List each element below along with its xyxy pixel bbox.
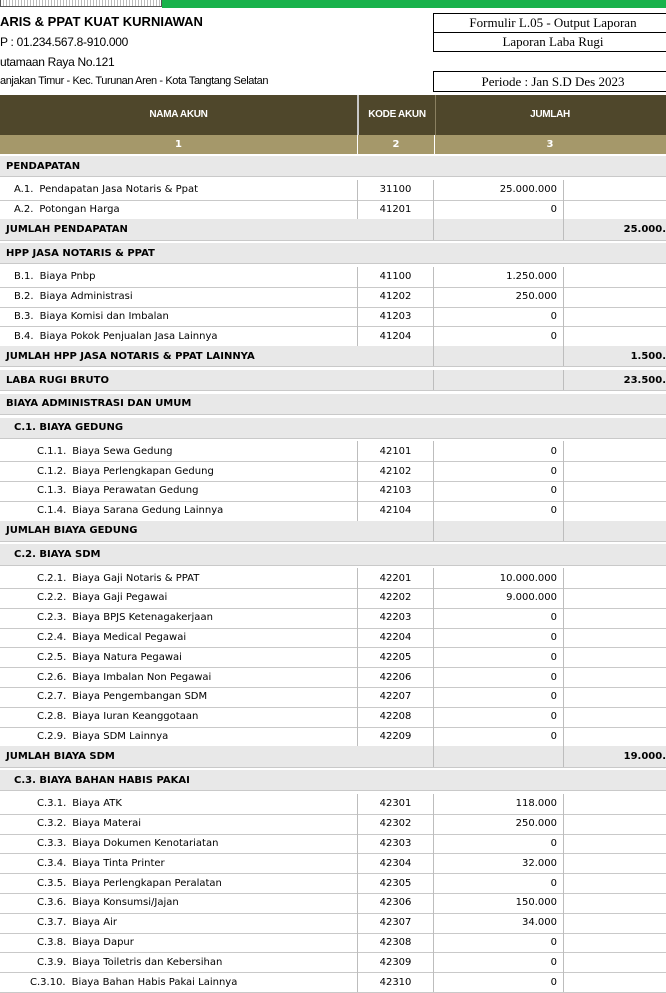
account-name-cell[interactable] <box>0 647 358 667</box>
account-number-label: C.3.2. <box>37 818 67 830</box>
amount-cell[interactable]: 0 <box>434 200 564 220</box>
account-row <box>0 180 666 201</box>
account-code-cell[interactable]: 42306 <box>358 893 434 913</box>
amount-cell[interactable]: 0 <box>434 952 564 972</box>
account-row <box>0 628 666 649</box>
account-name-cell[interactable] <box>0 972 358 992</box>
total-label[interactable]: JUMLAH HPP JASA NOTARIS & PPAT LAINNYA <box>0 346 434 366</box>
col-number-2: 2 <box>357 135 435 154</box>
amount-cell[interactable]: 0 <box>434 667 564 687</box>
account-number-label: C.1.3. <box>37 485 67 497</box>
account-code-cell[interactable]: 42204 <box>358 628 434 648</box>
col-header-account-code[interactable]: KODE AKUN <box>357 95 436 135</box>
account-name-label: Biaya Natura Pegawai <box>72 651 182 663</box>
amount-cell[interactable]: 0 <box>434 647 564 667</box>
total-spacer-cell[interactable] <box>434 521 564 541</box>
account-number-label: C.2.3. <box>37 612 67 624</box>
account-code-cell[interactable]: 42310 <box>358 972 434 992</box>
account-row <box>0 568 666 589</box>
account-name-cell[interactable] <box>0 628 358 648</box>
report-title-box: Laporan Laba Rugi <box>433 32 666 52</box>
account-name-label: Biaya Sarana Gedung Lainnya <box>72 505 224 517</box>
account-row <box>0 647 666 668</box>
account-code-cell[interactable]: 42209 <box>358 727 434 747</box>
account-code-cell[interactable]: 42101 <box>358 441 434 461</box>
account-name-label: Biaya Perawatan Gedung <box>72 485 199 497</box>
account-name-cell[interactable] <box>0 568 358 588</box>
account-number-label: C.2.9. <box>37 730 67 742</box>
account-code-cell[interactable]: 42301 <box>358 794 434 814</box>
account-row <box>0 481 666 502</box>
account-number-label: C.3.9. <box>37 956 67 968</box>
account-number-label: B.2. <box>14 291 34 303</box>
account-number-label: C.3.10. <box>30 976 66 988</box>
account-name-label: Biaya Medical Pegawai <box>72 631 187 643</box>
account-name-cell[interactable] <box>0 727 358 747</box>
account-row <box>0 853 666 874</box>
account-name-cell[interactable] <box>0 441 358 461</box>
account-number-label: C.1.2. <box>37 465 67 477</box>
account-row <box>0 588 666 609</box>
account-number-label: C.2.7. <box>37 691 67 703</box>
account-code-cell[interactable]: 41202 <box>358 287 434 307</box>
total-label[interactable]: JUMLAH PENDAPATAN <box>0 219 434 239</box>
account-number-label: B.4. <box>14 330 34 342</box>
amount-cell[interactable]: 0 <box>434 608 564 628</box>
account-name-cell[interactable] <box>0 667 358 687</box>
account-code-cell[interactable]: 42307 <box>358 913 434 933</box>
account-code-cell[interactable]: 41100 <box>358 267 434 287</box>
account-row <box>0 501 666 522</box>
account-name-label: Biaya Gaji Notaris & PPAT <box>72 572 200 584</box>
account-name-cell[interactable] <box>0 707 358 727</box>
total-spacer-cell[interactable] <box>434 746 564 766</box>
account-name-cell[interactable] <box>0 933 358 953</box>
account-name-cell[interactable] <box>0 287 358 307</box>
account-code-cell[interactable]: 41203 <box>358 307 434 327</box>
account-row <box>0 326 666 347</box>
amount-cell[interactable]: 10.000.000 <box>434 568 564 588</box>
column-number-row <box>0 135 666 154</box>
col-number-1: 1 <box>175 139 182 150</box>
account-code-cell[interactable]: 42208 <box>358 707 434 727</box>
account-name-label: Biaya Dokumen Kenotariatan <box>72 837 219 849</box>
account-code-cell[interactable]: 42205 <box>358 647 434 667</box>
account-name-label: Biaya Bahan Habis Pakai Lainnya <box>71 976 238 988</box>
account-row <box>0 913 666 934</box>
amount-cell[interactable]: 25.000.000 <box>434 180 564 200</box>
total-spacer-cell[interactable] <box>434 370 564 390</box>
account-row <box>0 200 666 221</box>
amount-cell[interactable]: 0 <box>434 628 564 648</box>
account-name-cell[interactable] <box>0 794 358 814</box>
account-row <box>0 608 666 629</box>
address-line-1: utamaan Raya No.121 <box>0 55 115 69</box>
account-code-cell[interactable]: 31100 <box>358 180 434 200</box>
total-spacer-cell[interactable] <box>434 346 564 366</box>
section-header-row <box>0 156 666 177</box>
account-name-label: Biaya Pnbp <box>39 271 96 283</box>
account-name-label: Biaya Pokok Penjualan Jasa Lainnya <box>39 330 218 342</box>
account-name-label: Biaya Komisi dan Imbalan <box>39 310 169 322</box>
account-number-label: C.2.4. <box>37 631 67 643</box>
amount-cell[interactable]: 0 <box>434 727 564 747</box>
account-number-label: C.2.2. <box>37 592 67 604</box>
selected-cell-range[interactable] <box>0 0 162 7</box>
section-header-row <box>0 770 666 791</box>
total-amount[interactable] <box>564 521 666 541</box>
amount-cell[interactable]: 34.000 <box>434 913 564 933</box>
total-amount[interactable]: 19.000. <box>623 751 666 763</box>
account-row <box>0 441 666 462</box>
green-header-band <box>162 0 666 8</box>
col-header-amount[interactable]: JUMLAH <box>530 109 570 120</box>
account-row <box>0 933 666 954</box>
account-row <box>0 267 666 288</box>
section-label[interactable]: HPP JASA NOTARIS & PPAT <box>6 247 155 259</box>
total-spacer-cell[interactable] <box>434 219 564 239</box>
account-code-cell[interactable]: 42305 <box>358 873 434 893</box>
account-name-cell[interactable] <box>0 481 358 501</box>
amount-cell[interactable]: 0 <box>434 326 564 346</box>
account-name-cell[interactable] <box>0 180 358 200</box>
account-number-label: C.2.1. <box>37 572 67 584</box>
amount-cell[interactable]: 0 <box>434 441 564 461</box>
account-name-cell[interactable] <box>0 913 358 933</box>
amount-cell[interactable]: 0 <box>434 307 564 327</box>
account-row <box>0 972 666 993</box>
account-name-cell[interactable] <box>0 952 358 972</box>
account-number-label: A.2. <box>14 203 34 215</box>
total-label[interactable]: JUMLAH BIAYA GEDUNG <box>0 521 434 541</box>
account-row <box>0 707 666 728</box>
total-label[interactable]: JUMLAH BIAYA SDM <box>0 746 434 766</box>
account-number-label: C.3.1. <box>37 798 67 810</box>
account-name-label: Biaya Pengembangan SDM <box>72 691 208 703</box>
total-row <box>0 746 666 767</box>
account-number-label: C.1.1. <box>37 445 67 457</box>
account-name-label: Biaya Dapur <box>72 936 134 948</box>
total-amount[interactable]: 1.500. <box>630 350 666 362</box>
amount-cell[interactable]: 1.250.000 <box>434 267 564 287</box>
firm-name: ARIS & PPAT KUAT KURNIAWAN <box>0 14 203 29</box>
account-row <box>0 794 666 815</box>
section-label[interactable]: C.2. BIAYA SDM <box>14 549 101 561</box>
account-code-cell[interactable]: 42103 <box>358 481 434 501</box>
amount-cell[interactable]: 250.000 <box>434 814 564 834</box>
amount-cell[interactable]: 32.000 <box>434 853 564 873</box>
account-number-label: B.3. <box>14 310 34 322</box>
account-name-cell[interactable] <box>0 326 358 346</box>
account-number-label: C.3.3. <box>37 837 67 849</box>
account-number-label: C.3.6. <box>37 897 67 909</box>
section-label[interactable]: C.1. BIAYA GEDUNG <box>14 422 124 434</box>
account-name-label: Biaya Tinta Printer <box>72 857 165 869</box>
account-name-label: Biaya Sewa Gedung <box>72 445 173 457</box>
amount-cell[interactable]: 0 <box>434 933 564 953</box>
amount-cell[interactable]: 250.000 <box>434 287 564 307</box>
section-label[interactable]: BIAYA ADMINISTRASI DAN UMUM <box>6 398 192 410</box>
account-row <box>0 287 666 308</box>
amount-cell[interactable]: 0 <box>434 501 564 521</box>
top-strip <box>0 0 666 8</box>
account-row <box>0 687 666 708</box>
total-amount[interactable]: 23.500. <box>623 374 666 386</box>
account-code-cell[interactable]: 41201 <box>358 200 434 220</box>
amount-cell[interactable]: 0 <box>434 873 564 893</box>
total-row <box>0 521 666 542</box>
account-number-label: B.1. <box>14 271 34 283</box>
total-row <box>0 346 666 367</box>
account-name-label: Potongan Harga <box>39 203 120 215</box>
account-row <box>0 307 666 328</box>
account-code-cell[interactable]: 42104 <box>358 501 434 521</box>
account-name-label: Biaya Konsumsi/Jajan <box>72 897 179 909</box>
col-number-3: 3 <box>546 139 554 150</box>
account-name-label: Biaya Materai <box>72 818 142 830</box>
account-code-cell[interactable]: 42202 <box>358 588 434 608</box>
section-header-row <box>0 418 666 439</box>
account-name-label: Biaya Perlengkapan Gedung <box>72 465 214 477</box>
section-header-row <box>0 243 666 264</box>
amount-cell[interactable]: 0 <box>434 707 564 727</box>
total-row <box>0 370 666 391</box>
amount-cell[interactable]: 9.000.000 <box>434 588 564 608</box>
account-number-label: C.3.5. <box>37 877 67 889</box>
amount-cell[interactable]: 0 <box>434 481 564 501</box>
account-row <box>0 952 666 973</box>
account-name-cell[interactable] <box>0 893 358 913</box>
account-name-label: Biaya Air <box>72 917 117 929</box>
section-label[interactable]: PENDAPATAN <box>6 160 81 172</box>
account-row <box>0 461 666 482</box>
table-header <box>0 95 666 135</box>
account-name-cell[interactable] <box>0 461 358 481</box>
npwp-line: P : 01.234.567.8-910.000 <box>0 35 129 49</box>
account-code-cell[interactable]: 42304 <box>358 853 434 873</box>
amount-cell[interactable]: 0 <box>434 834 564 854</box>
total-label[interactable]: LABA RUGI BRUTO <box>0 370 434 390</box>
account-name-cell[interactable] <box>0 834 358 854</box>
period-box: Periode : Jan S.D Des 2023 <box>433 71 666 92</box>
account-name-cell[interactable] <box>0 267 358 287</box>
amount-cell[interactable]: 0 <box>434 461 564 481</box>
account-name-label: Biaya BPJS Ketenagakerjaan <box>72 612 213 624</box>
account-number-label: C.3.8. <box>37 936 67 948</box>
account-code-cell[interactable]: 42303 <box>358 834 434 854</box>
account-row <box>0 814 666 835</box>
account-name-label: Biaya Perlengkapan Peralatan <box>72 877 222 889</box>
amount-cell[interactable]: 150.000 <box>434 893 564 913</box>
account-name-cell[interactable] <box>0 687 358 707</box>
account-number-label: C.3.7. <box>37 917 67 929</box>
amount-cell[interactable]: 0 <box>434 687 564 707</box>
account-name-cell[interactable] <box>0 853 358 873</box>
account-name-label: Biaya SDM Lainnya <box>72 730 169 742</box>
account-name-label: Biaya Iuran Keanggotaan <box>72 711 199 723</box>
account-code-cell[interactable]: 42308 <box>358 933 434 953</box>
account-name-label: Biaya Imbalan Non Pegawai <box>72 671 212 683</box>
form-code-box: Formulir L.05 - Output Laporan <box>433 13 666 33</box>
section-header-row <box>0 544 666 565</box>
amount-cell[interactable]: 118.000 <box>434 794 564 814</box>
col-header-account-name[interactable]: NAMA AKUN <box>149 109 208 120</box>
section-label[interactable]: C.3. BIAYA BAHAN HABIS PAKAI <box>14 774 190 786</box>
account-row <box>0 667 666 688</box>
account-name-label: Biaya Gaji Pegawai <box>72 592 168 604</box>
account-code-cell[interactable]: 42201 <box>358 568 434 588</box>
account-name-cell[interactable] <box>0 501 358 521</box>
account-code-cell[interactable]: 42206 <box>358 667 434 687</box>
account-number-label: C.2.6. <box>37 671 67 683</box>
amount-cell[interactable]: 0 <box>434 972 564 992</box>
total-amount[interactable]: 25.000. <box>623 224 666 236</box>
account-number-label: C.2.8. <box>37 711 67 723</box>
account-number-label: C.2.5. <box>37 651 67 663</box>
account-number-label: C.1.4. <box>37 505 67 517</box>
address-line-2: anjakan Timur - Kec. Turunan Aren - Kota Tangtang Selatan <box>0 75 269 87</box>
account-code-cell[interactable]: 41204 <box>358 326 434 346</box>
account-code-cell[interactable]: 42203 <box>358 608 434 628</box>
account-number-label: C.3.4. <box>37 857 67 869</box>
account-name-cell[interactable] <box>0 588 358 608</box>
account-code-cell[interactable]: 42302 <box>358 814 434 834</box>
account-row <box>0 834 666 855</box>
section-header-row <box>0 394 666 415</box>
account-name-label: Biaya ATK <box>72 798 122 810</box>
account-name-cell[interactable] <box>0 307 358 327</box>
account-name-cell[interactable] <box>0 873 358 893</box>
account-name-cell[interactable] <box>0 608 358 628</box>
account-name-cell[interactable] <box>0 814 358 834</box>
account-name-label: Pendapatan Jasa Notaris & Ppat <box>39 184 198 196</box>
account-name-label: Biaya Toiletris dan Kebersihan <box>72 956 223 968</box>
account-code-cell[interactable]: 42207 <box>358 687 434 707</box>
account-number-label: A.1. <box>14 184 34 196</box>
account-row <box>0 873 666 894</box>
total-row <box>0 219 666 240</box>
account-code-cell[interactable]: 42102 <box>358 461 434 481</box>
account-row <box>0 893 666 914</box>
account-name-cell[interactable] <box>0 200 358 220</box>
account-name-label: Biaya Administrasi <box>39 291 133 303</box>
account-code-cell[interactable]: 42309 <box>358 952 434 972</box>
account-row <box>0 727 666 748</box>
